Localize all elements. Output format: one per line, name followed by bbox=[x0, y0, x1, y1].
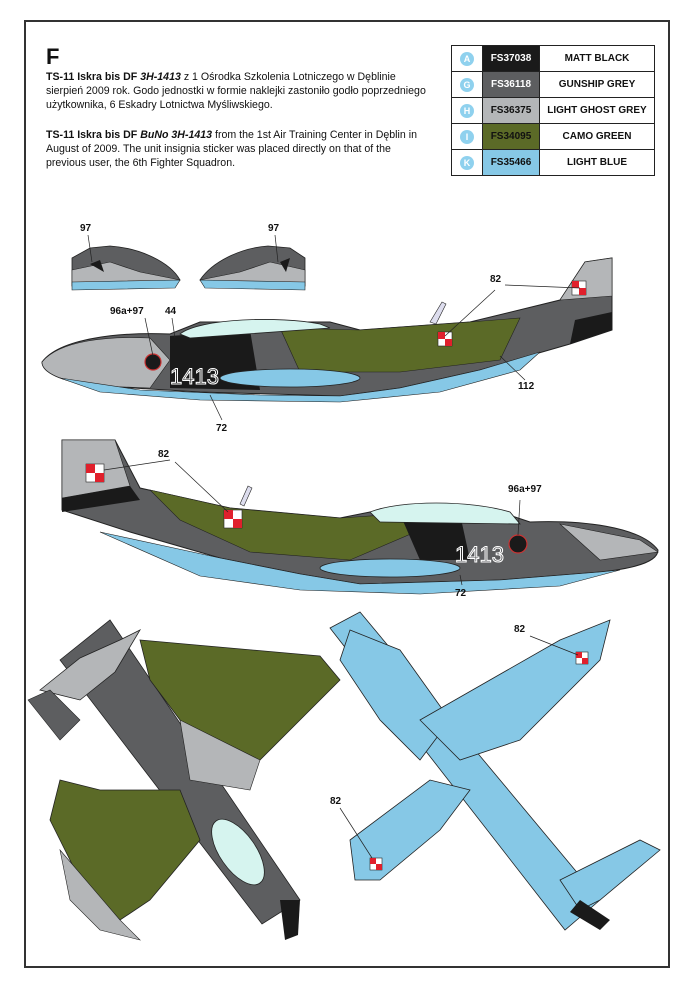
callout-44: 44 bbox=[165, 306, 177, 317]
legend-key: I bbox=[460, 130, 474, 144]
roundel bbox=[576, 652, 588, 664]
legend-name: MATT BLACK bbox=[564, 53, 630, 64]
legend-key: A bbox=[460, 52, 474, 66]
unit-badge bbox=[509, 535, 527, 553]
callout-82: 82 bbox=[490, 274, 502, 285]
legend-code: FS37038 bbox=[483, 46, 540, 71]
roundel bbox=[438, 332, 452, 346]
bottom-view bbox=[330, 612, 660, 930]
unit-badge bbox=[145, 354, 161, 370]
aircraft-name-pl: TS-11 Iskra bis DF bbox=[46, 71, 138, 83]
legend-key: K bbox=[460, 156, 474, 170]
legend-key: G bbox=[460, 78, 474, 92]
serial-en: BuNo 3H-1413 bbox=[140, 129, 213, 141]
serial-pl: 3H-1413 bbox=[140, 71, 181, 83]
legend-code: FS36118 bbox=[483, 72, 540, 97]
text-en: from the 1st Air Training Center in Dęblin in August of 2009. The unit insignia sticker was placed directly on that of the previous user, the 6th Fighter Squadron. bbox=[46, 129, 417, 169]
callout-96a-97: 96a+97 bbox=[110, 306, 144, 317]
callout-96a-97: 96a+97 bbox=[508, 484, 542, 495]
roundel bbox=[86, 464, 104, 482]
legend-code: FS36375 bbox=[483, 98, 540, 123]
legend-code: FS34095 bbox=[483, 124, 540, 149]
aircraft-name-en: TS-11 Iskra bis DF bbox=[46, 129, 138, 141]
callout-72: 72 bbox=[216, 423, 228, 434]
side-number: 1413 bbox=[170, 364, 219, 389]
text-pl: z 1 Ośrodka Szkolenia Lotniczego w Dęblinie sierpień 2009 rok. Godo jednostki w formie naklejki zastoniło godło poprzedniego użytkownika, 6 Eskadry Lotnictwa Myśliwskiego. bbox=[46, 71, 426, 111]
legend-name: LIGHT BLUE bbox=[567, 157, 627, 168]
callout-97: 97 bbox=[268, 223, 280, 234]
callout-82: 82 bbox=[158, 449, 170, 460]
legend-name: CAMO GREEN bbox=[562, 131, 632, 142]
roundel bbox=[370, 858, 382, 870]
legend-name: GUNSHIP GREY bbox=[558, 79, 636, 90]
callout-112: 112 bbox=[518, 381, 535, 392]
side-number: 1413 bbox=[455, 542, 504, 567]
roundel bbox=[224, 510, 242, 528]
top-view bbox=[28, 620, 340, 940]
canopy-detail-right bbox=[200, 246, 305, 290]
callout-97: 97 bbox=[80, 223, 92, 234]
canopy-detail-left bbox=[72, 246, 180, 290]
legend-name: LIGHT GHOST GREY bbox=[547, 105, 647, 116]
callout-72: 72 bbox=[455, 588, 467, 599]
legend-key: H bbox=[460, 104, 474, 118]
legend-code: FS35466 bbox=[483, 150, 540, 175]
callout-82: 82 bbox=[330, 796, 342, 807]
callout-82: 82 bbox=[514, 624, 526, 635]
profile-letter: F bbox=[46, 44, 60, 69]
